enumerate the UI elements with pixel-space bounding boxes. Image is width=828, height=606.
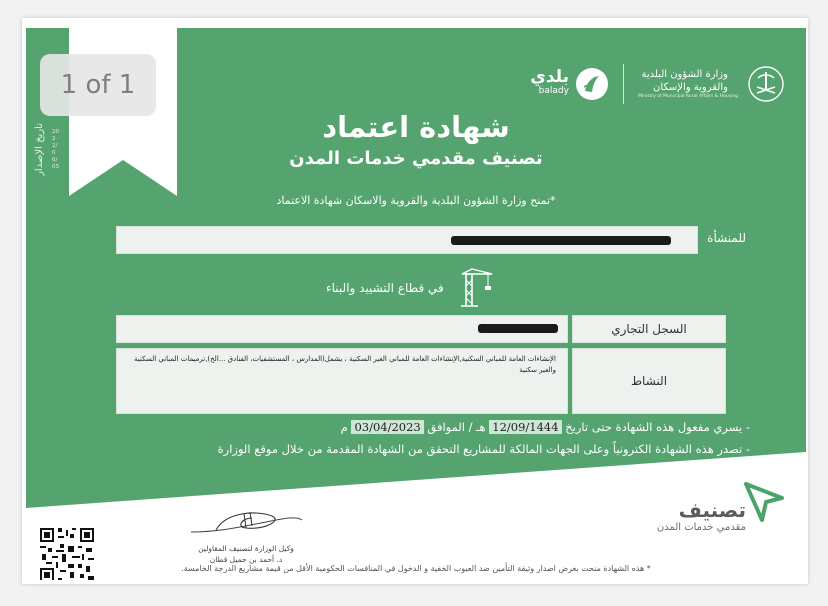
ministry-name-block — [638, 68, 738, 100]
match-word: الموافق — [427, 420, 465, 434]
balady-name-ar: بلدي — [530, 67, 569, 87]
activity-value: الإنشاءات العامة للمباني السكنية,الإنشاءات العامة للمباني الغير السكنية ، يشمل(المدارس ، المستشفيات، الفنادق ...الخ),ترميمات المباني السكنية والغير سكنية — [134, 355, 556, 374]
tasnif-name: تصنيف — [678, 498, 746, 522]
validity-note — [341, 420, 750, 434]
tasnif-logo-icon — [742, 480, 786, 524]
sector-text: في قطاع التشييد والبناء — [326, 281, 444, 295]
verification-note: - تصدر هذه الشهادة الكترونياً وعلى الجهات المالكة للمشاريع التحقق من الشهادة المقدمة من خلال موقع الوزارة — [217, 442, 750, 456]
footnote: * هذه الشهادة منحت بغرض اصدار وثيقة التأمين ضد العيوب الخفية و الدخول في المنافسات الحكومية الأقل من قيمة مشاريع الدرجة الخامسة. — [181, 564, 651, 573]
ministry-emblem-icon — [746, 64, 786, 104]
balady-logo — [530, 67, 609, 101]
balady-logo-icon — [575, 67, 609, 101]
page-counter: 1 of 1 — [40, 54, 156, 116]
redacted-establishment — [451, 236, 671, 245]
issue-date-value: 2022/06/05 — [52, 129, 59, 170]
establishment-label: للمنشأة — [707, 231, 746, 245]
signature — [186, 506, 306, 540]
validity-prefix: - يسري مفعول هذه الشهادة حتى تاريخ — [565, 420, 750, 434]
activity-label: النشاط — [572, 348, 726, 414]
hijri-suffix: هـ / — [468, 420, 486, 434]
signature-block — [176, 506, 316, 565]
crane-icon — [458, 268, 494, 308]
ministry-name: وزارة الشؤون البلدية والقروية والإسكان — [641, 69, 728, 93]
grant-text: تمنح وزارة الشؤون البلدية والقروية والاسكان شهادة الاعتماد* — [276, 194, 556, 207]
logo-divider — [623, 64, 624, 104]
gregorian-date: 03/04/2023 — [351, 420, 423, 434]
redacted-cr-number — [478, 324, 558, 333]
signatory-name: د. أحمد بن جميل قطان — [209, 555, 283, 564]
balady-name-en: balady — [538, 86, 569, 96]
tasnif-caption: مقدمي خدمات المدن — [656, 522, 746, 533]
cr-label: السجل التجاري — [572, 315, 726, 343]
issue-date-label: تاريخ الإصدار — [34, 123, 45, 176]
signatory-title: وكيل الوزارة لتصنيف المقاولين — [198, 544, 294, 553]
gregorian-suffix: م — [340, 420, 348, 434]
ministry-name-en: Ministry of Municipal Rural Affairs & Housing — [637, 94, 738, 99]
certificate-subtitle: تصنيف مقدمي خدمات المدن — [289, 148, 543, 169]
header-logos — [530, 64, 786, 104]
hijri-date: 12/09/1444 — [489, 420, 561, 434]
tasnif-brand — [657, 498, 746, 533]
certificate-title: شهادة اعتماد — [322, 110, 510, 144]
sector-row — [326, 268, 516, 308]
